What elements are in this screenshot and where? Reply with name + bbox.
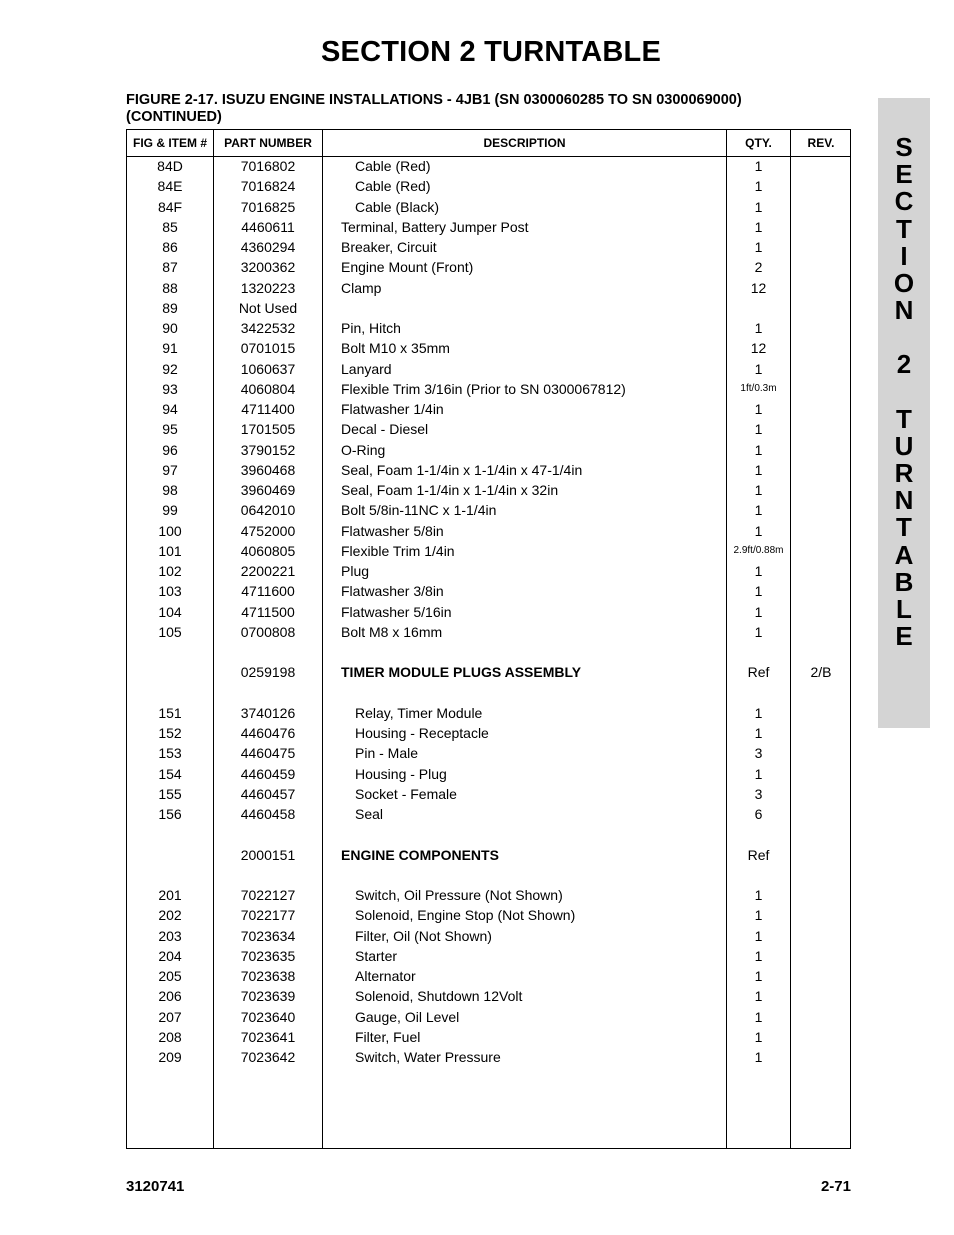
side-tab-letter: L: [896, 594, 912, 625]
fig-item-cell: 92: [162, 360, 178, 377]
qty-cell: 1: [754, 482, 763, 498]
fig-item-cell: 102: [158, 563, 182, 579]
col-header-part-number: PART NUMBER: [224, 136, 312, 150]
part-number-cell: 0701015: [240, 340, 296, 357]
table-row: [127, 1048, 850, 1068]
fig-item-cell: 90: [162, 320, 178, 336]
table-row: [127, 562, 850, 582]
description-cell: Terminal, Battery Jumper Post: [341, 218, 529, 235]
document-number: 3120741: [126, 1178, 185, 1195]
side-tab-gap: [878, 324, 930, 351]
fig-item-cell: 93: [162, 380, 178, 397]
parts-table: [126, 129, 851, 1149]
fig-item-cell: 152: [158, 725, 182, 741]
blank-row: [127, 825, 850, 845]
qty-cell: 1: [754, 320, 763, 336]
fig-item-cell: 89: [162, 299, 178, 316]
part-number-cell: 4711600: [241, 583, 295, 600]
part-number-cell: 7023640: [240, 1008, 296, 1025]
table-row: [127, 987, 850, 1007]
fig-item-cell: 208: [158, 1028, 182, 1045]
side-tab-letter: N: [894, 485, 914, 516]
description-cell: Switch, Oil Pressure (Not Shown): [355, 887, 563, 903]
qty-cell: 1: [754, 239, 763, 255]
description-cell: Bolt M10 x 35mm: [341, 340, 450, 357]
table-row: [127, 319, 850, 339]
description-cell: Seal: [355, 806, 384, 822]
description-cell: Housing - Receptacle: [355, 725, 489, 741]
table-row: [127, 886, 850, 906]
fig-item-cell: 153: [158, 745, 182, 762]
fig-item-cell: 209: [158, 1049, 182, 1065]
fig-item-cell: 151: [158, 704, 182, 721]
fig-item-cell: 84D: [157, 158, 183, 174]
qty-cell: 1: [754, 887, 763, 903]
fig-item-cell: 205: [158, 968, 182, 984]
part-number-cell: 3740126: [240, 704, 296, 721]
fig-item-cell: 98: [162, 482, 178, 498]
description-cell: Engine Mount (Front): [341, 259, 474, 276]
table-row: [127, 623, 850, 643]
description-cell: Gauge, Oil Level: [355, 1008, 460, 1025]
part-number-cell: 0700808: [240, 623, 296, 640]
qty-cell: 1: [754, 563, 763, 579]
fig-item-cell: 84F: [157, 198, 183, 215]
fig-item-cell: 104: [158, 603, 182, 620]
table-row: [127, 157, 850, 177]
description-cell: Cable (Black): [355, 198, 440, 215]
fig-item-cell: 94: [162, 401, 178, 417]
fig-item-cell: 91: [162, 340, 178, 357]
qty-cell: 1: [754, 988, 763, 1005]
part-number-cell: 4460457: [240, 785, 296, 802]
side-tab-letters: [878, 134, 930, 650]
table-row: [127, 947, 850, 967]
qty-cell: Ref: [747, 846, 770, 863]
part-number-cell: 7023641: [240, 1028, 296, 1045]
side-tab-letter: T: [896, 213, 912, 244]
qty-cell: 1: [754, 1028, 763, 1045]
part-number-cell: 3422532: [240, 320, 296, 336]
part-number-cell: 7016825: [240, 198, 296, 215]
fig-item-cell: 207: [158, 1008, 182, 1025]
table-row: [127, 1028, 850, 1048]
description-cell: Flexible Trim 3/16in (Prior to SN 0300067812): [341, 380, 626, 397]
description-cell: Lanyard: [341, 360, 392, 377]
qty-cell: 1: [754, 623, 763, 640]
description-cell: Plug: [341, 563, 370, 579]
qty-cell: 1ft/0.3m: [740, 382, 777, 394]
description-cell: Housing - Plug: [355, 765, 447, 782]
description-cell: Bolt 5/8in-11NC x 1-1/4in: [341, 502, 497, 519]
side-tab-letter: I: [900, 240, 908, 271]
description-cell: Socket - Female: [355, 785, 457, 802]
part-number-cell: 7022127: [240, 887, 296, 903]
table-row: [127, 258, 850, 278]
side-tab-letter: E: [895, 159, 913, 190]
table-row: [127, 238, 850, 258]
part-number-cell: 7023639: [240, 988, 296, 1005]
part-number-cell: 4711500: [241, 603, 295, 620]
table-row: [127, 218, 850, 238]
part-number-cell: 3960469: [240, 482, 296, 498]
fig-item-cell: 99: [162, 502, 178, 519]
table-row: [127, 177, 850, 197]
description-cell: Breaker, Circuit: [341, 239, 437, 255]
qty-cell: 6: [754, 806, 763, 822]
description-cell: Flexible Trim 1/4in: [341, 542, 455, 559]
description-cell: Solenoid, Shutdown 12Volt: [355, 988, 523, 1005]
fig-item-cell: 105: [158, 623, 182, 640]
part-number-cell: 7016802: [240, 158, 296, 174]
description-cell: O-Ring: [341, 441, 386, 458]
part-number-cell: 4360294: [240, 239, 296, 255]
part-number-cell: 4460459: [240, 765, 296, 782]
table-row: [127, 663, 850, 683]
fig-item-cell: 86: [162, 239, 178, 255]
description-cell: ENGINE COMPONENTS: [341, 846, 499, 863]
table-row: [127, 279, 850, 299]
description-cell: Flatwasher 1/4in: [341, 401, 444, 417]
side-tab-letter: C: [894, 186, 914, 217]
fig-item-cell: 85: [162, 218, 178, 235]
part-number-cell: 4460611: [241, 218, 295, 235]
table-row: [127, 522, 850, 542]
table-row: [127, 441, 850, 461]
table-row: [127, 420, 850, 440]
part-number-cell: 4752000: [240, 522, 296, 539]
qty-cell: 1: [754, 927, 763, 944]
table-row: [127, 481, 850, 501]
qty-cell: 1: [754, 522, 763, 539]
table-row: [127, 1008, 850, 1028]
fig-item-cell: 96: [162, 441, 178, 458]
fig-item-cell: 100: [158, 522, 182, 539]
qty-cell: 1: [754, 401, 763, 417]
part-number-cell: 7023634: [240, 927, 296, 944]
table-row: [127, 339, 850, 359]
fig-item-cell: 87: [162, 259, 178, 276]
blank-row: [127, 684, 850, 704]
blank-row: [127, 866, 850, 886]
table-row: [127, 360, 850, 380]
table-row: [127, 846, 850, 866]
side-tab-letter: T: [896, 403, 912, 434]
fig-item-cell: 101: [158, 542, 182, 559]
section-side-tab: [878, 98, 930, 728]
table-row: [127, 765, 850, 785]
side-tab-letter: T: [896, 512, 912, 543]
qty-cell: 1: [754, 218, 763, 235]
part-number-cell: 3790152: [240, 441, 296, 458]
part-number-cell: 4060805: [240, 542, 296, 559]
qty-cell: 1: [754, 198, 763, 215]
qty-cell: 1: [754, 1008, 763, 1025]
part-number-cell: 2200221: [240, 563, 296, 579]
qty-cell: 3: [754, 785, 763, 802]
part-number-cell: 2000151: [240, 846, 296, 863]
part-number-cell: 1320223: [240, 279, 296, 296]
part-number-cell: 1701505: [240, 421, 296, 438]
description-cell: Switch, Water Pressure: [355, 1049, 501, 1065]
part-number-cell: 4460458: [240, 806, 296, 822]
figure-title: FIGURE 2-17. ISUZU ENGINE INSTALLATIONS - 4JB1 (SN 0300060285 TO SN 0300069000) (CONTINUED): [126, 92, 742, 125]
col-header-qty: QTY.: [745, 136, 772, 150]
fig-item-cell: 155: [158, 785, 182, 802]
table-row: [127, 542, 850, 562]
table-row: [127, 744, 850, 764]
blank-row: [127, 643, 850, 663]
fig-item-cell: 84E: [157, 178, 183, 195]
table-row: [127, 582, 850, 602]
description-cell: Flatwasher 5/8in: [341, 522, 444, 539]
qty-cell: 1: [754, 947, 763, 964]
col-header-description: DESCRIPTION: [483, 136, 566, 150]
description-cell: Clamp: [341, 279, 382, 296]
description-cell: Relay, Timer Module: [355, 704, 483, 721]
description-cell: Alternator: [355, 968, 416, 984]
side-tab-letter: A: [894, 539, 914, 570]
side-tab-letter: 2: [896, 349, 912, 380]
qty-cell: 12: [750, 279, 767, 296]
table-row: [127, 906, 850, 926]
fig-item-cell: 156: [158, 806, 182, 822]
rev-cell: 2/B: [810, 664, 832, 681]
side-tab-letter: O: [893, 268, 915, 299]
part-number-cell: 4460476: [240, 725, 296, 741]
table-row: [127, 704, 850, 724]
fig-item-cell: 154: [158, 765, 182, 782]
part-number-cell: 3200362: [240, 259, 296, 276]
qty-cell: 1: [754, 968, 763, 984]
description-cell: Filter, Fuel: [355, 1028, 421, 1045]
col-header-rev: REV.: [807, 136, 835, 150]
col-header-fig-item: FIG & ITEM #: [132, 136, 207, 150]
description-cell: Seal, Foam 1-1/4in x 1-1/4in x 47-1/4in: [341, 461, 583, 478]
part-number-cell: Not Used: [238, 299, 298, 316]
part-number-cell: 3960468: [240, 461, 296, 478]
fig-item-cell: 201: [158, 887, 182, 903]
table-row: [127, 603, 850, 623]
table-row: [127, 198, 850, 218]
description-cell: TIMER MODULE PLUGS ASSEMBLY: [341, 664, 582, 681]
part-number-cell: 7023642: [240, 1049, 296, 1065]
table-row: [127, 400, 850, 420]
fig-item-cell: 95: [162, 421, 178, 438]
fig-item-cell: 206: [158, 988, 182, 1005]
qty-cell: 3: [754, 745, 763, 762]
qty-cell: 1: [754, 502, 763, 519]
qty-cell: 1: [754, 583, 763, 600]
fig-item-cell: 203: [158, 927, 182, 944]
side-tab-gap: [878, 379, 930, 406]
description-cell: Cable (Red): [355, 178, 431, 195]
description-cell: Pin, Hitch: [341, 320, 401, 336]
side-tab-letter: N: [894, 295, 914, 326]
qty-cell: 1: [754, 178, 763, 195]
qty-cell: 2: [754, 259, 763, 276]
part-number-cell: 4460475: [240, 745, 296, 762]
part-number-cell: 1060637: [240, 360, 296, 377]
table-row: [127, 501, 850, 521]
description-cell: Flatwasher 3/8in: [341, 583, 444, 600]
table-row: [127, 805, 850, 825]
qty-cell: 2.9ft/0.88m: [733, 544, 784, 556]
description-cell: Decal - Diesel: [341, 421, 429, 438]
description-cell: Seal, Foam 1-1/4in x 1-1/4in x 32in: [341, 482, 559, 498]
qty-cell: 1: [754, 158, 763, 174]
side-tab-letter: B: [894, 566, 914, 597]
description-cell: Starter: [355, 947, 398, 964]
fig-item-cell: 88: [162, 279, 178, 296]
table-row: [127, 724, 850, 744]
description-cell: Filter, Oil (Not Shown): [355, 927, 492, 944]
qty-cell: 1: [754, 421, 763, 438]
fig-item-cell: 204: [158, 947, 182, 964]
qty-cell: 1: [754, 907, 763, 924]
part-number-cell: 7022177: [240, 907, 296, 924]
part-number-cell: 4060804: [240, 380, 296, 397]
qty-cell: 1: [754, 765, 763, 782]
description-cell: Flatwasher 5/16in: [341, 603, 452, 620]
description-cell: Pin - Male: [355, 745, 419, 762]
part-number-cell: 7023635: [240, 947, 296, 964]
section-title: SECTION 2 TURNTABLE: [321, 36, 661, 68]
side-tab-letter: E: [895, 621, 913, 652]
description-cell: Bolt M8 x 16mm: [341, 623, 443, 640]
table-row: [127, 299, 850, 319]
qty-cell: 1: [754, 725, 763, 741]
qty-cell: 1: [754, 603, 763, 620]
table-body: [127, 157, 850, 1068]
qty-cell: 12: [750, 340, 767, 357]
qty-cell: 1: [754, 1049, 763, 1065]
fig-item-cell: 202: [158, 907, 182, 924]
description-cell: Cable (Red): [355, 158, 431, 174]
part-number-cell: 4711400: [241, 401, 295, 417]
fig-item-cell: 103: [158, 583, 182, 600]
table-row: [127, 461, 850, 481]
table-row: [127, 967, 850, 987]
page-number: 2-71: [820, 1178, 851, 1195]
qty-cell: 1: [754, 704, 763, 721]
table-row: [127, 785, 850, 805]
side-tab-letter: S: [895, 132, 913, 162]
qty-cell: 1: [754, 461, 763, 478]
part-number-cell: 0642010: [240, 502, 296, 519]
fig-item-cell: 97: [162, 461, 178, 478]
description-cell: Solenoid, Engine Stop (Not Shown): [355, 907, 576, 924]
table-row: [127, 380, 850, 400]
side-tab-letter: U: [894, 430, 914, 461]
qty-cell: 1: [754, 360, 763, 377]
qty-cell: Ref: [747, 664, 770, 681]
part-number-cell: 7023638: [240, 968, 296, 984]
part-number-cell: 7016824: [240, 178, 296, 195]
qty-cell: 1: [754, 441, 763, 458]
side-tab-letter: R: [894, 458, 914, 489]
table-row: [127, 927, 850, 947]
part-number-cell: 0259198: [240, 664, 296, 681]
